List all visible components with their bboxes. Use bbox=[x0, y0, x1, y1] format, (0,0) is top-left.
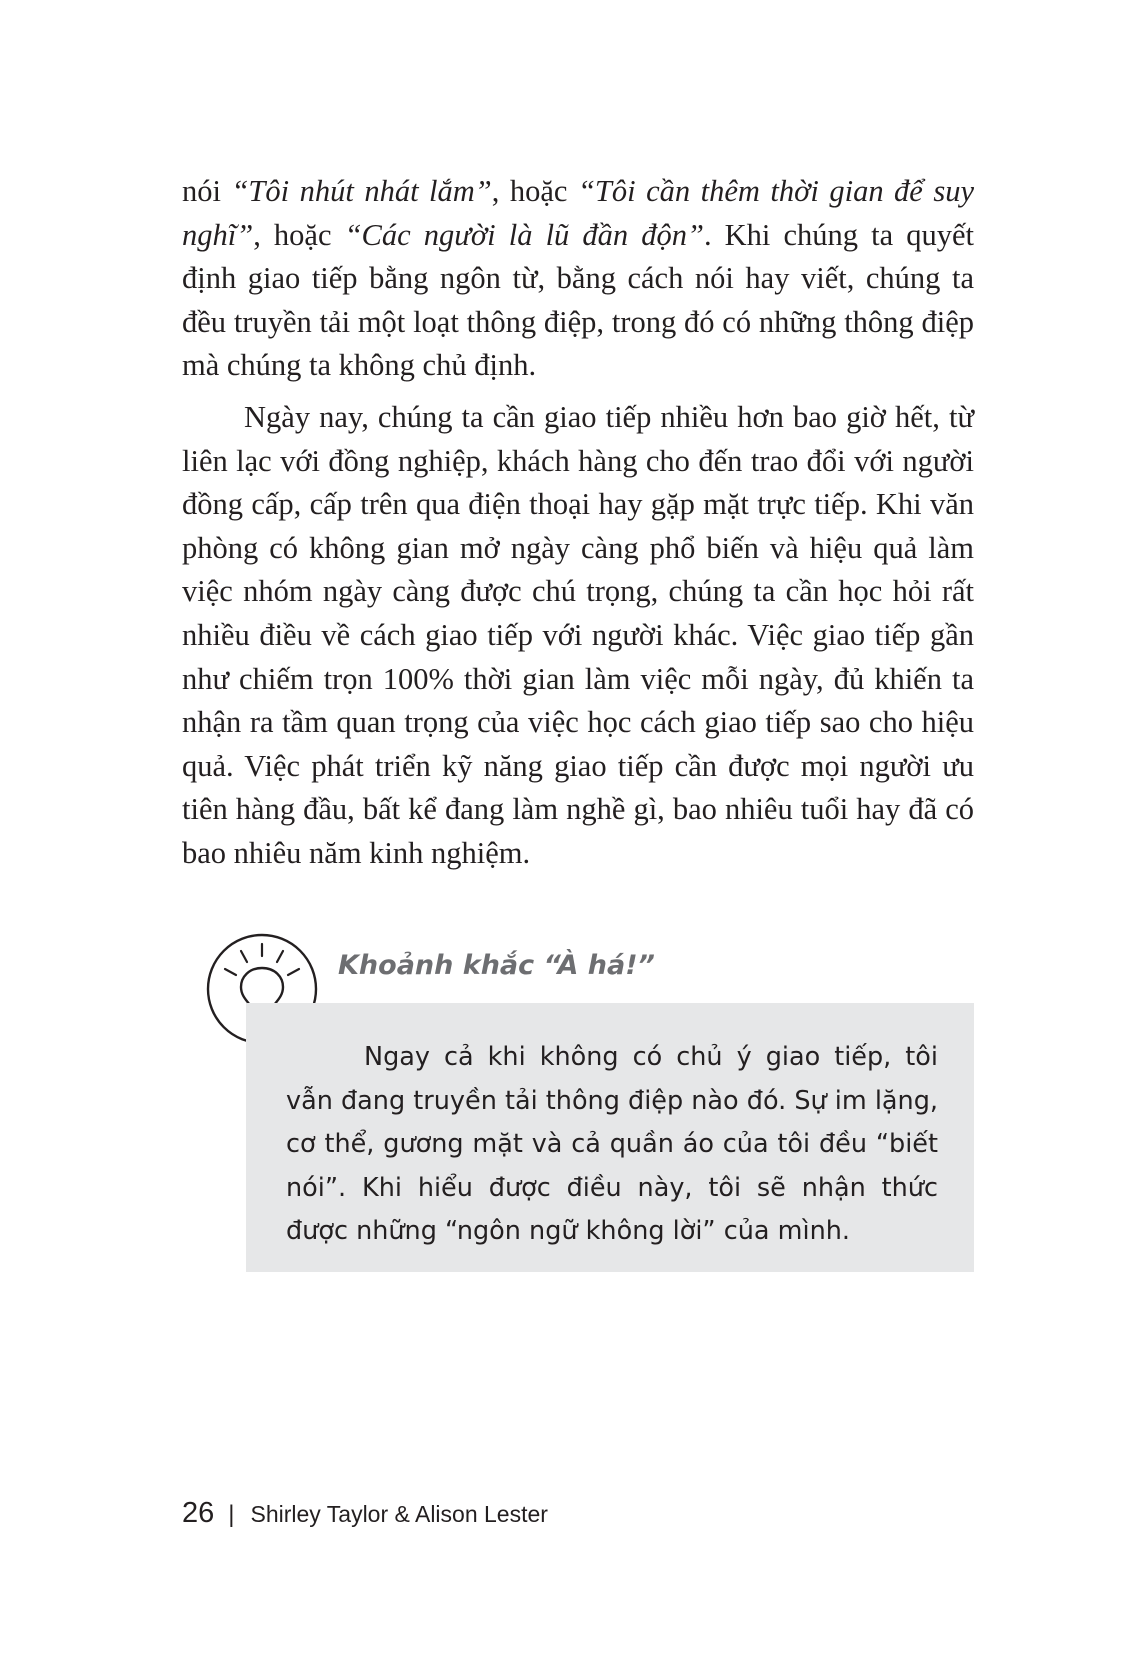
text-run: , hoặc bbox=[491, 174, 578, 208]
text-run: , hoặc bbox=[253, 217, 345, 252]
page-footer bbox=[182, 1497, 548, 1530]
text-run: nói bbox=[182, 174, 232, 208]
quoted-phrase: “Các người là lũ đần độn” bbox=[344, 217, 704, 252]
footer-authors: Shirley Taylor & Alison Lester bbox=[250, 1501, 548, 1527]
paragraph-1 bbox=[182, 170, 974, 388]
page-number: 26 bbox=[182, 1497, 215, 1529]
callout-text: Ngay cả khi không có chủ ý giao tiếp, tôi vẫn đang truyền tải thông điệp nào đó. Sự im lặng, cơ thể, gương mặt và cả quần áo của tôi đều “biết nói”. Khi hiểu được điều này, tôi sẽ nhận thức được những “ngôn ngữ không lời” của mình. bbox=[286, 1042, 938, 1246]
footer-separator: | bbox=[228, 1501, 235, 1528]
body-text bbox=[182, 170, 974, 876]
quoted-phrase: “Tôi cần thêm thời gian để suy nghĩ” bbox=[182, 174, 974, 252]
text-run: . Khi chúng ta quyết định giao tiếp bằng ngôn từ, bằng cách nói hay viết, chúng ta đều truyền tải một loạt thông điệp, trong đó có những thông điệp mà chúng ta không chủ định. bbox=[182, 217, 974, 383]
callout-title: Khoảnh khắc “À há!” bbox=[338, 950, 655, 981]
paragraph-2: Ngày nay, chúng ta cần giao tiếp nhiều hơn bao giờ hết, từ liên lạc với đồng nghiệp, khách hàng cho đến trao đổi với người đồng cấp, cấp trên qua điện thoại hay gặp mặt trực tiếp. Khi văn phòng có không gian mở ngày càng phổ biến và hiệu quả làm việc nhóm ngày càng được chú trọng, chúng ta cần học hỏi rất nhiều điều về cách giao tiếp với người khác. Việc giao tiếp gần như chiếm trọn 100% thời gian làm việc mỗi ngày, đủ khiến ta nhận ra tầm quan trọng của việc học cách giao tiếp sao cho hiệu quả. Việc phát triển kỹ năng giao tiếp cần được mọi người ưu tiên hàng đầu, bất kể đang làm nghề gì, bao nhiêu tuổi hay đã có bao nhiêu năm kinh nghiệm. bbox=[182, 399, 974, 870]
quoted-phrase: “Tôi nhút nhát lắm” bbox=[231, 174, 492, 208]
